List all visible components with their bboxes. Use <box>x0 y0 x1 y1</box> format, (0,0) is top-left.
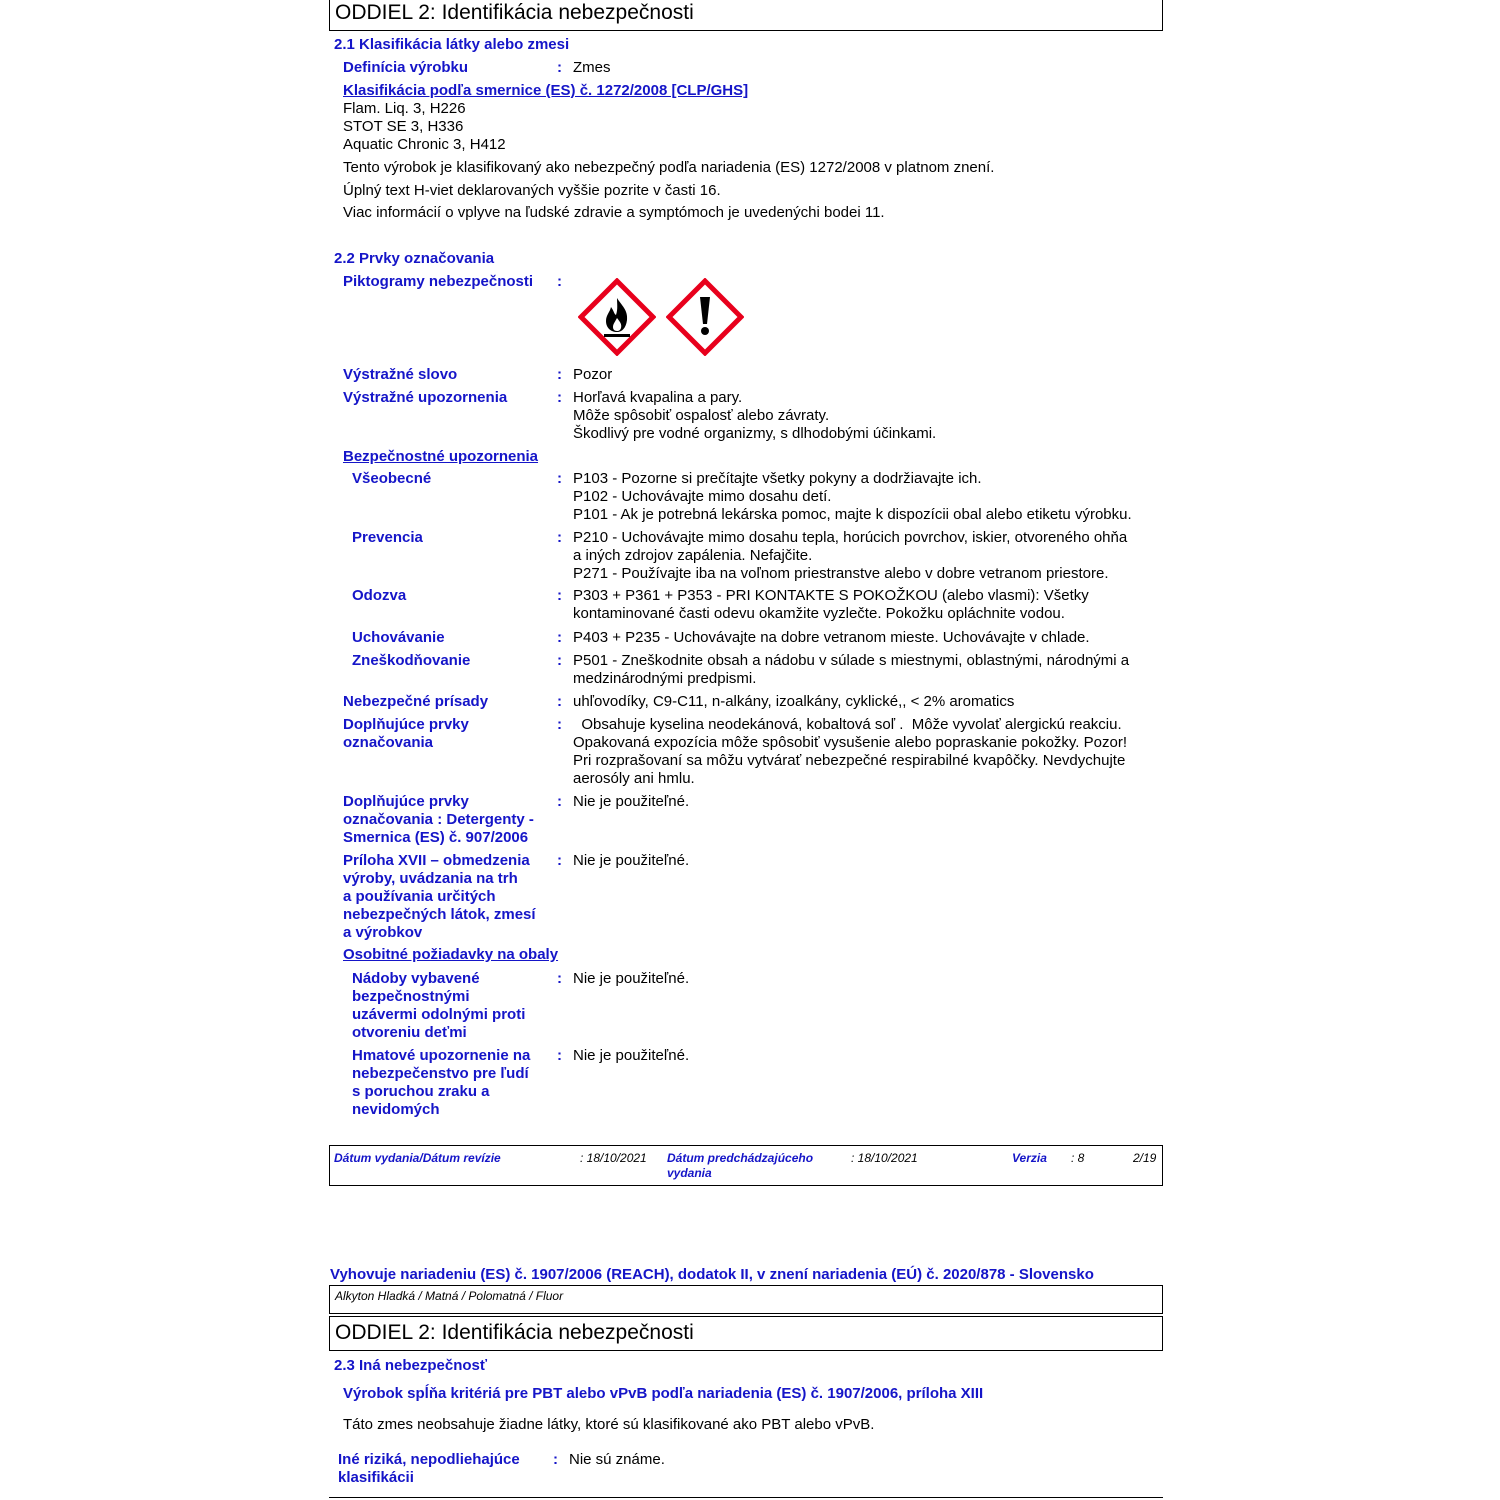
tactile-label-line: nevidomých <box>352 1101 440 1118</box>
response-line: P303 + P361 + P353 - PRI KONTAKTE S POKOŽKOU (alebo vlasmi): Všetky <box>573 587 1089 604</box>
signal-word-label: Výstražné slovo <box>343 366 458 383</box>
page-footer <box>329 1145 1163 1186</box>
disposal-line: medzinárodnými predpismi. <box>573 670 757 687</box>
colon: : <box>557 1047 562 1064</box>
flame-pictogram-icon <box>578 278 656 356</box>
section-header-box <box>329 0 1163 31</box>
packaging-heading: Osobitné požiadavky na obaly <box>343 946 559 963</box>
hazardous-ingredients-label: Nebezpečné prísady <box>343 693 489 710</box>
childproof-value: Nie je použiteľné. <box>573 970 690 987</box>
classification-line: STOT SE 3, H336 <box>343 118 464 135</box>
page-number: 2/19 <box>1133 1151 1157 1165</box>
classification-heading: Klasifikácia podľa smernice (ES) č. 1272/2008 [CLP/GHS] <box>343 82 749 99</box>
detergent-label-line: označovania : Detergenty - <box>343 811 534 828</box>
subsection-2-3-title: 2.3 Iná nebezpečnosť <box>334 1357 488 1374</box>
regulation-header: Vyhovuje nariadeniu (ES) č. 1907/2006 (REACH), dodatok II, v znení nariadenia (EÚ) č. 2020/878 - Slovensko <box>330 1266 1094 1283</box>
classification-note: Úplný text H-viet deklarovaných vyššie pozrite v časti 16. <box>343 182 721 199</box>
general-line: P101 - Ak je potrebná lekárska pomoc, majte k dispozícii obal alebo etiketu výrobku. <box>573 506 1132 523</box>
other-hazards-label-line: klasifikácii <box>338 1469 414 1486</box>
colon: : <box>557 587 562 604</box>
pbt-text: Táto zmes neobsahuje žiadne látky, ktoré sú klasifikované ako PBT alebo vPvB. <box>343 1416 875 1433</box>
annex-label-line: a používania určitých <box>343 888 496 905</box>
section-title: ODDIEL 2: Identifikácia nebezpečnosti <box>335 1 694 24</box>
product-definition-label: Definícia výrobku <box>343 59 469 76</box>
general-value <box>573 470 1158 524</box>
detergent-value: Nie je použiteľné. <box>573 793 690 810</box>
previous-date-label <box>667 1151 813 1181</box>
prevention-value <box>573 529 1158 583</box>
supplemental-label-line: označovania <box>343 734 434 751</box>
colon: : <box>557 470 562 487</box>
tactile-label-line: s poruchou zraku a <box>352 1083 490 1100</box>
product-definition-value: Zmes <box>573 59 611 76</box>
pbt-heading: Výrobok spĺňa kritériá pre PBT alebo vPvB podľa nariadenia (ES) č. 1907/2006, príloha XIII <box>343 1385 984 1402</box>
tactile-label-line: Hmatové upozornenie na <box>352 1047 531 1064</box>
childproof-label <box>352 970 552 1042</box>
detergent-label <box>343 793 553 847</box>
response-value <box>573 587 1158 623</box>
general-line: P102 - Uchovávajte mimo dosahu detí. <box>573 488 832 505</box>
colon: : <box>557 693 562 710</box>
colon: : <box>557 970 562 987</box>
classification-list <box>343 100 506 154</box>
colon: : <box>557 629 562 646</box>
disposal-line: P501 - Zneškodnite obsah a nádobu v súlade s miestnymi, oblastnými, národnými a <box>573 652 1130 669</box>
subsection-2-1-title: 2.1 Klasifikácia látky alebo zmesi <box>334 36 570 53</box>
prevention-line: P210 - Uchovávajte mimo dosahu tepla, horúcich povrchov, iskier, otvoreného ohňa <box>573 529 1128 546</box>
annex-label-line: a výrobkov <box>343 924 423 941</box>
prevention-label: Prevencia <box>352 529 423 546</box>
other-hazards-label <box>338 1451 548 1487</box>
prevention-line: P271 - Používajte iba na voľnom priestranstve alebo v dobre vetranom priestore. <box>573 565 1109 582</box>
section-header-box-2 <box>329 1316 1163 1351</box>
pictograms-label: Piktogramy nebezpečnosti <box>343 273 534 290</box>
section-title-2: ODDIEL 2: Identifikácia nebezpečnosti <box>335 1321 694 1344</box>
annex-xvii-value: Nie je použiteľné. <box>573 852 690 869</box>
other-hazards-label-line: Iné riziká, nepodliehajúce <box>338 1451 520 1468</box>
previous-date-value: : 18/10/2021 <box>851 1151 918 1165</box>
classification-note: Tento výrobok je klasifikovaný ako nebezpečný podľa nariadenia (ES) 1272/2008 v platnom znení. <box>343 159 995 176</box>
tactile-label <box>352 1047 552 1119</box>
response-line: kontaminované časti odevu okamžite vyzlečte. Pokožku opláchnite vodou. <box>573 605 1065 622</box>
supplemental-value <box>573 716 1158 788</box>
subsection-2-2-title: 2.2 Prvky označovania <box>334 250 495 267</box>
previous-date-label-line: vydania <box>667 1166 712 1180</box>
annex-label-line: Príloha XVII – obmedzenia <box>343 852 530 869</box>
hazard-line: Škodlivý pre vodné organizmy, s dlhodobými účinkami. <box>573 425 937 442</box>
previous-date-label-line: Dátum predchádzajúceho <box>667 1151 814 1165</box>
supplemental-label <box>343 716 553 752</box>
product-name: Alkyton Hladká / Matná / Polomatná / Fluor <box>335 1289 564 1303</box>
colon: : <box>557 59 562 76</box>
colon: : <box>557 529 562 546</box>
product-name-box <box>329 1285 1163 1314</box>
prevention-line: a iných zdrojov zapálenia. Nefajčite. <box>573 547 813 564</box>
signal-word-value: Pozor <box>573 366 613 383</box>
supplemental-line: aerosóly ani hmlu. <box>573 770 695 787</box>
precautionary-heading: Bezpečnostné upozornenia <box>343 448 539 465</box>
storage-value <box>573 629 1158 647</box>
colon: : <box>557 852 562 869</box>
detergent-label-line: Doplňujúce prvky <box>343 793 469 810</box>
supplemental-line: Obsahuje kyselina neodekánová, kobaltová soľ . Môže vyvolať alergickú reakciu. <box>573 716 1122 733</box>
hazardous-ingredients-value: uhľovodíky, C9-C11, n-alkány, izoalkány, cyklické,, < 2% aromatics <box>573 693 1015 710</box>
detergent-label-line: Smernica (ES) č. 907/2006 <box>343 829 529 846</box>
exclamation-pictogram-icon <box>666 278 744 356</box>
issue-date-label: Dátum vydania/Dátum revízie <box>334 1151 501 1165</box>
supplemental-line: Opakovaná expozícia môže spôsobiť vysušenie alebo popraskanie pokožky. Pozor! <box>573 734 1127 751</box>
classification-note: Viac informácií o vplyve na ľudské zdravie a symptómoch je uvedenýchi bodei 11. <box>343 204 885 221</box>
childproof-label-line: otvoreniu deťmi <box>352 1024 467 1041</box>
tactile-value: Nie je použiteľné. <box>573 1047 690 1064</box>
colon: : <box>557 716 562 733</box>
version-label: Verzia <box>1012 1151 1047 1165</box>
annex-label-line: nebezpečných látok, zmesí <box>343 906 536 923</box>
other-hazards-value: Nie sú známe. <box>569 1451 665 1468</box>
hazard-statements-value <box>573 389 1158 443</box>
storage-line: P403 + P235 - Uchovávajte na dobre vetranom mieste. Uchovávajte v chlade. <box>573 629 1090 646</box>
childproof-label-line: Nádoby vybavené <box>352 970 480 987</box>
childproof-label-line: bezpečnostnými <box>352 988 470 1005</box>
colon: : <box>553 1451 558 1468</box>
supplemental-label-line: Doplňujúce prvky <box>343 716 469 733</box>
general-line: P103 - Pozorne si prečítajte všetky pokyny a dodržiavajte ich. <box>573 470 982 487</box>
storage-label: Uchovávanie <box>352 629 445 646</box>
childproof-label-line: uzávermi odolnými proti <box>352 1006 526 1023</box>
version-value: : 8 <box>1071 1151 1085 1165</box>
annex-label-line: výroby, uvádzania na trh <box>343 870 518 887</box>
disposal-value <box>573 652 1158 688</box>
bottom-rule <box>329 1497 1163 1498</box>
hazard-statements-label: Výstražné upozornenia <box>343 389 508 406</box>
hazard-line: Horľavá kvapalina a pary. <box>573 389 743 406</box>
colon: : <box>557 389 562 406</box>
classification-line: Flam. Liq. 3, H226 <box>343 100 466 117</box>
general-label: Všeobecné <box>352 470 432 487</box>
classification-line: Aquatic Chronic 3, H412 <box>343 136 506 153</box>
supplemental-line: Pri rozprašovaní sa môžu vytvárať nebezpečné respirabilné kvapôčky. Nevdychujte <box>573 752 1126 769</box>
hazard-line: Môže spôsobiť ospalosť alebo závraty. <box>573 407 830 424</box>
colon: : <box>557 366 562 383</box>
tactile-label-line: nebezpečenstvo pre ľudí <box>352 1065 529 1082</box>
response-label: Odozva <box>352 587 407 604</box>
issue-date-value: : 18/10/2021 <box>580 1151 647 1165</box>
colon: : <box>557 273 562 290</box>
disposal-label: Zneškodňovanie <box>352 652 471 669</box>
annex-xvii-label <box>343 852 553 942</box>
colon: : <box>557 652 562 669</box>
colon: : <box>557 793 562 810</box>
